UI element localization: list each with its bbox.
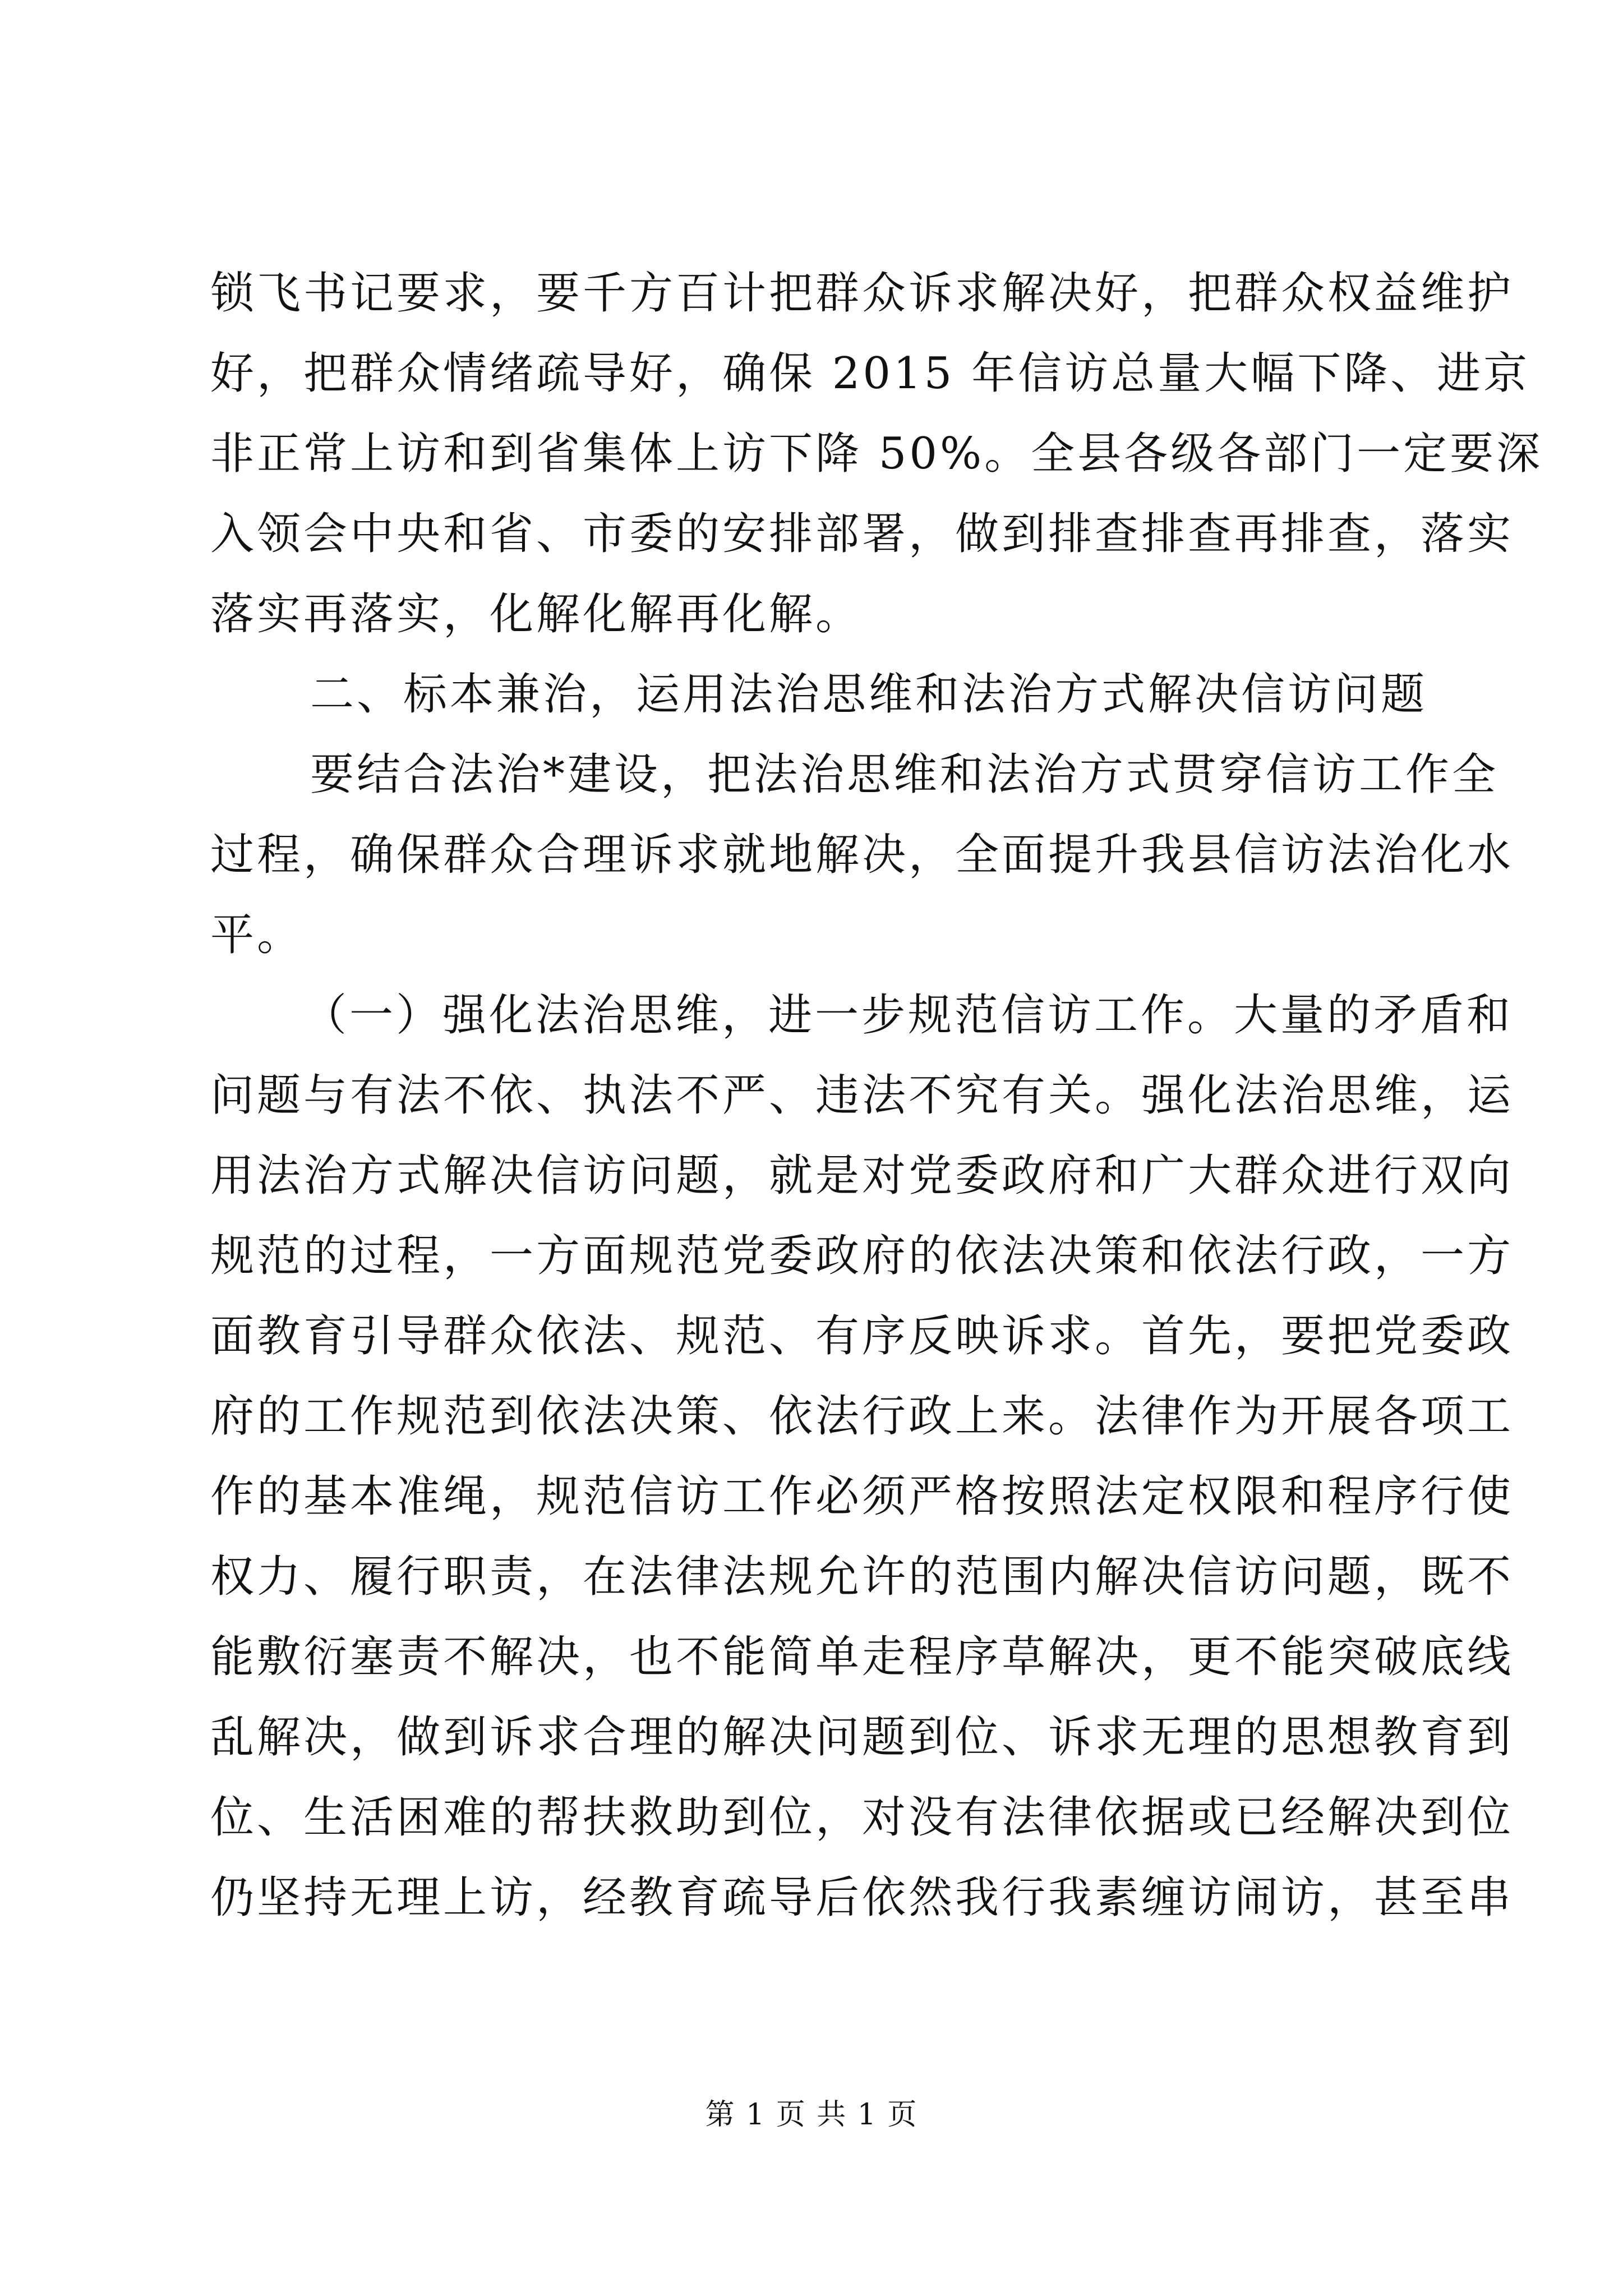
text-line: 用法治方式解决信访问题，就是对党委政府和广大群众进行双向: [210, 1151, 1514, 1201]
text-line: 乱解决，做到诉求合理的解决问题到位、诉求无理的思想教育到: [210, 1712, 1514, 1763]
text-line: 锁飞书记要求，要千方百计把群众诉求解决好，把群众权益维护: [210, 268, 1514, 319]
text-line: 仍坚持无理上访，经教育疏导后依然我行我素缠访闹访，甚至串: [210, 1872, 1514, 1923]
text-line: 过程，确保群众合理诉求就地解决，全面提升我县信访法治化水: [210, 830, 1514, 880]
text-line: 能敷衍塞责不解决，也不能简单走程序草解决，更不能突破底线: [210, 1632, 1514, 1682]
section-heading: 二、标本兼治，运用法治思维和法治方式解决信访问题: [310, 669, 1428, 720]
text-line: 府的工作规范到依法决策、依法行政上来。法律作为开展各项工: [210, 1391, 1514, 1442]
page-footer: [0, 2092, 1623, 2137]
page-number: 第 1 页 共 1 页: [705, 2098, 918, 2132]
text-line: 要结合法治*建设，把法治思维和法治方式贯穿信访工作全: [310, 749, 1499, 800]
text-line: 位、生活困难的帮扶救助到位，对没有法律依据或已经解决到位: [210, 1792, 1514, 1843]
subsection-line: （一）强化法治思维，进一步规范信访工作。大量的矛盾和: [303, 990, 1514, 1041]
text-line: 平。: [210, 910, 304, 960]
text-line: 落实再落实，化解化解再化解。: [210, 589, 863, 639]
text-line: 作的基本准绳，规范信访工作必须严格按照法定权限和程序行使: [210, 1471, 1514, 1522]
text-line: 权力、履行职责，在法律法规允许的范围内解决信访问题，既不: [210, 1552, 1514, 1602]
text-line: 入领会中央和省、市委的安排部署，做到排查排查再排查，落实: [210, 509, 1514, 559]
text-line: 好，把群众情绪疏导好，确保 2015 年信访总量大幅下降、进京: [210, 348, 1530, 399]
text-line: 规范的过程，一方面规范党委政府的依法决策和依法行政，一方: [210, 1231, 1514, 1281]
text-line: 面教育引导群众依法、规范、有序反映诉求。首先，要把党委政: [210, 1311, 1514, 1361]
body-text: [210, 254, 1543, 1938]
text-line: 问题与有法不依、执法不严、违法不究有关。强化法治思维，运: [210, 1070, 1514, 1121]
text-line: 非正常上访和到省集体上访下降 50%。全县各级各部门一定要深: [210, 429, 1543, 479]
